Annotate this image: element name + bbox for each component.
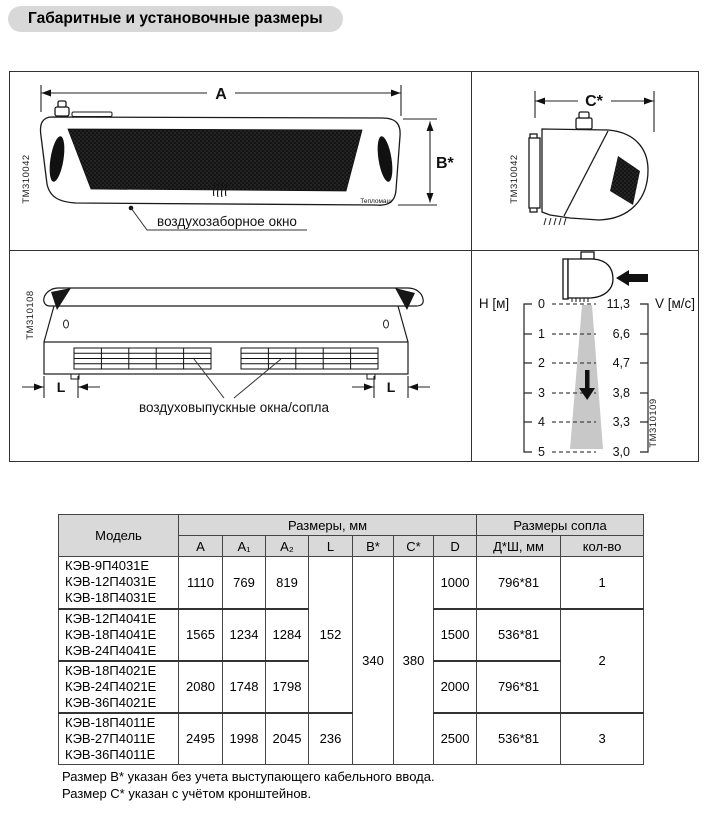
cell-a1: 769 xyxy=(223,557,266,609)
cell-a: 1110 xyxy=(179,557,223,609)
svg-text:5: 5 xyxy=(538,445,545,459)
front-callout-label: воздухозаборное окно xyxy=(157,214,297,229)
side-bottom-hatch xyxy=(544,218,566,225)
cell-a2: 2045 xyxy=(266,713,309,765)
airflow-drawing-code: TM310109 xyxy=(648,398,659,448)
dimension-b xyxy=(398,119,437,205)
col-header-a: A xyxy=(179,536,223,557)
col-group-dimensions: Размеры, мм xyxy=(179,515,477,536)
col-header-d: D xyxy=(434,536,477,557)
side-drawing-code: TM310042 xyxy=(509,154,520,204)
svg-text:11,3: 11,3 xyxy=(606,297,630,311)
model-cell: КЭВ-18П4021Е КЭВ-24П4021Е КЭВ-36П4021Е xyxy=(59,661,179,713)
cell-a: 1565 xyxy=(179,609,223,661)
svg-text:4,7: 4,7 xyxy=(612,356,630,370)
col-header-model: Модель xyxy=(59,515,179,557)
dim-l-left-label: L xyxy=(56,379,66,395)
airflow-diagram xyxy=(472,251,700,463)
footnotes xyxy=(62,768,435,802)
drawings-frame xyxy=(9,71,699,462)
svg-text:4: 4 xyxy=(538,415,545,429)
v-axis-label: V [м/с] xyxy=(655,296,696,311)
intake-direction-arrow xyxy=(616,270,648,286)
cell-d: 1000 xyxy=(434,557,477,609)
table-row xyxy=(59,557,644,609)
footnote-c: Размер С* указан с учётом кронштейнов. xyxy=(62,786,312,801)
cell-a2: 1798 xyxy=(266,661,309,713)
cell-a: 2080 xyxy=(179,661,223,713)
svg-text:0: 0 xyxy=(538,297,545,311)
cell-nozzle: 536*81 xyxy=(477,713,561,765)
col-header-nozzle-qty: кол-во xyxy=(561,536,644,557)
col-group-nozzle: Размеры сопла xyxy=(477,515,644,536)
model-cell: КЭВ-9П4031Е КЭВ-12П4031Е КЭВ-18П4031Е xyxy=(59,557,179,609)
cell-d: 2500 xyxy=(434,713,477,765)
bottom-callout-label: воздуховыпускные окна/сопла xyxy=(138,400,330,415)
h-axis-label: H [м] xyxy=(478,296,510,311)
col-header-l: L xyxy=(309,536,353,557)
cell-qty: 3 xyxy=(561,713,644,765)
h-tick-labels xyxy=(538,297,545,459)
front-view-drawing xyxy=(10,72,471,250)
cell-l: 236 xyxy=(309,713,353,765)
col-header-b: B* xyxy=(353,536,394,557)
left-screw xyxy=(64,320,69,328)
cell-qty-merged: 2 xyxy=(561,609,644,713)
dimensions-table xyxy=(58,514,644,765)
svg-text:2: 2 xyxy=(538,356,545,370)
dim-c-label: C* xyxy=(585,93,603,110)
svg-text:1: 1 xyxy=(538,327,545,341)
cell-d: 2000 xyxy=(434,661,477,713)
cell-a1: 1748 xyxy=(223,661,266,713)
curtain-unit-icon xyxy=(563,252,613,302)
page-title: Габаритные и установочные размеры xyxy=(8,6,343,32)
side-view-drawing xyxy=(472,72,700,250)
model-cell: КЭВ-12П4041Е КЭВ-18П4041Е КЭВ-24П4041Е xyxy=(59,609,179,661)
cell-a2: 819 xyxy=(266,557,309,609)
col-header-a2: A₂ xyxy=(266,536,309,557)
bottom-view-drawing xyxy=(10,251,471,463)
cell-d: 1500 xyxy=(434,609,477,661)
cell-a1: 1234 xyxy=(223,609,266,661)
outlet-grille-left xyxy=(74,348,211,369)
v-axis xyxy=(640,304,648,452)
front-intake-grille xyxy=(68,129,362,191)
svg-text:3,0: 3,0 xyxy=(612,445,630,459)
cell-a1: 1998 xyxy=(223,713,266,765)
dim-a-label: A xyxy=(215,86,227,103)
cell-a: 2495 xyxy=(179,713,223,765)
footnote-b: Размер В* указан без учета выступающего кабельного ввода. xyxy=(62,769,435,784)
col-header-c: C* xyxy=(394,536,434,557)
svg-text:3,8: 3,8 xyxy=(612,386,630,400)
brand-label: Тепломаш xyxy=(360,198,392,205)
cell-nozzle: 796*81 xyxy=(477,557,561,609)
model-cell: КЭВ-18П4011Е КЭВ-27П4011Е КЭВ-36П4011Е xyxy=(59,713,179,765)
dim-b-label: B* xyxy=(436,155,454,172)
outlet-grille-right xyxy=(241,348,378,369)
dim-l-right-label: L xyxy=(386,379,396,395)
bottom-drawing-code: TM310108 xyxy=(25,290,36,340)
cell-b-merged: 340 xyxy=(353,557,394,765)
h-axis xyxy=(524,304,532,452)
svg-text:3: 3 xyxy=(538,386,545,400)
table-row xyxy=(59,713,644,765)
cell-nozzle: 796*81 xyxy=(477,661,561,713)
col-header-a1: A₁ xyxy=(223,536,266,557)
cell-l-merged: 152 xyxy=(309,557,353,713)
svg-text:6,6: 6,6 xyxy=(612,327,630,341)
v-tick-labels xyxy=(607,297,630,459)
cell-qty: 1 xyxy=(561,557,644,609)
cell-nozzle: 536*81 xyxy=(477,609,561,661)
right-screw xyxy=(384,320,389,328)
svg-text:3,3: 3,3 xyxy=(612,415,630,429)
front-drawing-code: TM310042 xyxy=(21,154,32,204)
cell-c-merged: 380 xyxy=(394,557,434,765)
col-header-nozzle-size: Д*Ш, мм xyxy=(477,536,561,557)
cell-a2: 1284 xyxy=(266,609,309,661)
